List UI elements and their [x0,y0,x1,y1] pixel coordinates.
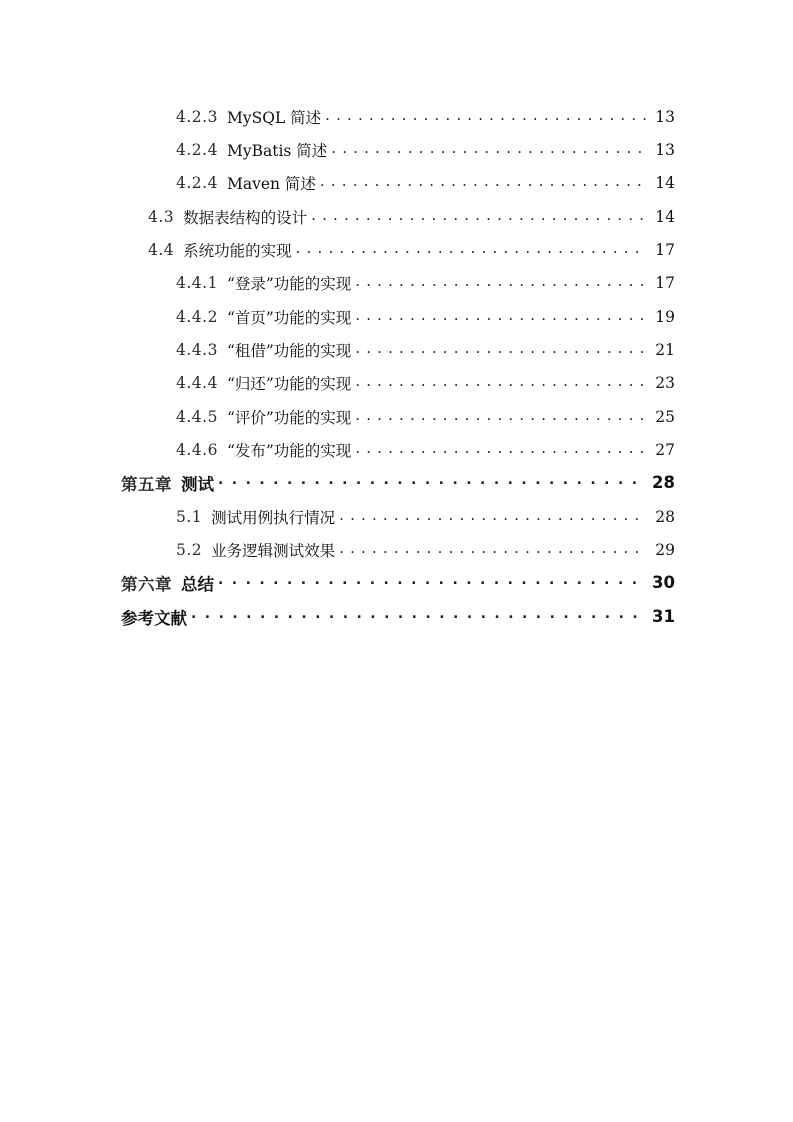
toc-leader-dots [355,406,647,428]
toc-entry-chapter[interactable] [121,600,675,633]
toc-entry-title: 测试用例执行情况 [211,508,336,527]
toc-entry-number: 4.2.3 [176,107,218,126]
toc-entry-number: 5.2 [176,540,203,559]
toc-entry-title: 总结 [181,574,214,594]
toc-leader-dots [339,506,647,528]
toc-leader-dots [355,339,647,361]
toc-entry-number: 4.2.4 [176,140,218,159]
toc-entry[interactable] [176,133,675,166]
toc-entry-page: 13 [655,107,675,126]
toc-entry-title: MySQL 简述 [226,108,322,127]
toc-entry[interactable] [176,400,675,433]
toc-leader-dots [355,439,647,461]
toc-leader-dots [355,372,647,394]
toc-entry-page: 13 [655,140,675,159]
toc-entry-number: 5.1 [176,507,203,526]
toc-entry[interactable] [176,300,675,333]
toc-entry-title: “归还”功能的实现 [226,374,352,393]
toc-entry-page: 25 [655,407,675,426]
toc-entry-number: 4.4.2 [176,307,218,326]
toc-entry-title: “首页”功能的实现 [226,308,352,327]
toc-entry-page: 14 [655,207,675,226]
toc-entry[interactable] [148,233,675,266]
toc-entry-number: 第五章 [121,474,172,494]
toc-entry-number: 4.2.4 [176,173,218,192]
toc-leader-dots [218,472,646,494]
toc-entry-title: MyBatis 简述 [226,141,328,160]
toc-entry-page: 21 [655,340,675,359]
toc-entry[interactable] [176,433,675,466]
toc-leader-dots [339,539,647,561]
toc-leader-dots [296,239,647,261]
toc-leader-dots [331,139,647,161]
toc-entry-chapter[interactable] [121,466,675,499]
toc-entry-page: 19 [655,307,675,326]
toc-entry-page: 31 [652,607,675,626]
toc-entry-title: 系统功能的实现 [183,241,292,260]
toc-leader-dots [218,572,646,594]
toc-leader-dots [355,306,647,328]
toc-entry[interactable] [176,100,675,133]
toc-entry-number: 4.4.1 [176,273,218,292]
toc-entry-page: 17 [655,240,675,259]
toc-entry[interactable] [176,533,675,566]
toc-entry-number: 4.3 [148,207,175,226]
toc-entry-title: “登录”功能的实现 [226,274,352,293]
toc-leader-dots [325,106,647,128]
toc-entry[interactable] [176,366,675,399]
toc-entry-page: 30 [652,573,675,592]
toc-leader-dots [320,172,647,194]
toc-entry-title: Maven 简述 [226,174,316,193]
toc-entry-title: 测试 [181,474,214,494]
toc-entry-title: “发布”功能的实现 [226,441,352,460]
toc-entry-number: 4.4.4 [176,373,218,392]
toc-entry-page: 17 [655,273,675,292]
toc-entry-page: 28 [652,473,675,492]
toc-entry[interactable] [176,333,675,366]
toc-entry-number: 4.4.5 [176,407,218,426]
toc-entry-page: 28 [655,507,675,526]
toc-entry-number: 4.4.3 [176,340,218,359]
toc-leader-dots [191,606,646,628]
toc-entry-title: 业务逻辑测试效果 [211,541,336,560]
toc-entry-title: “租借”功能的实现 [226,341,352,360]
toc-entry-number: 第六章 [121,574,172,594]
toc-entry[interactable] [176,166,675,199]
toc-entry-chapter[interactable] [121,566,675,599]
toc-entry-page: 23 [655,373,675,392]
toc-entry-page: 29 [655,540,675,559]
toc-leader-dots [311,206,647,228]
toc-leader-dots [355,272,647,294]
toc-entry[interactable] [148,200,675,233]
toc-entry-number: 4.4 [148,240,175,259]
toc-entry-title: “评价”功能的实现 [226,408,352,427]
toc-entry-number: 4.4.6 [176,440,218,459]
toc-entry-page: 27 [655,440,675,459]
toc-entry-title: 数据表结构的设计 [183,208,308,227]
toc-entry-title: 参考文献 [121,608,187,628]
toc-entry-page: 14 [655,173,675,192]
toc-entry[interactable] [176,266,675,299]
toc-entry[interactable] [176,500,675,533]
